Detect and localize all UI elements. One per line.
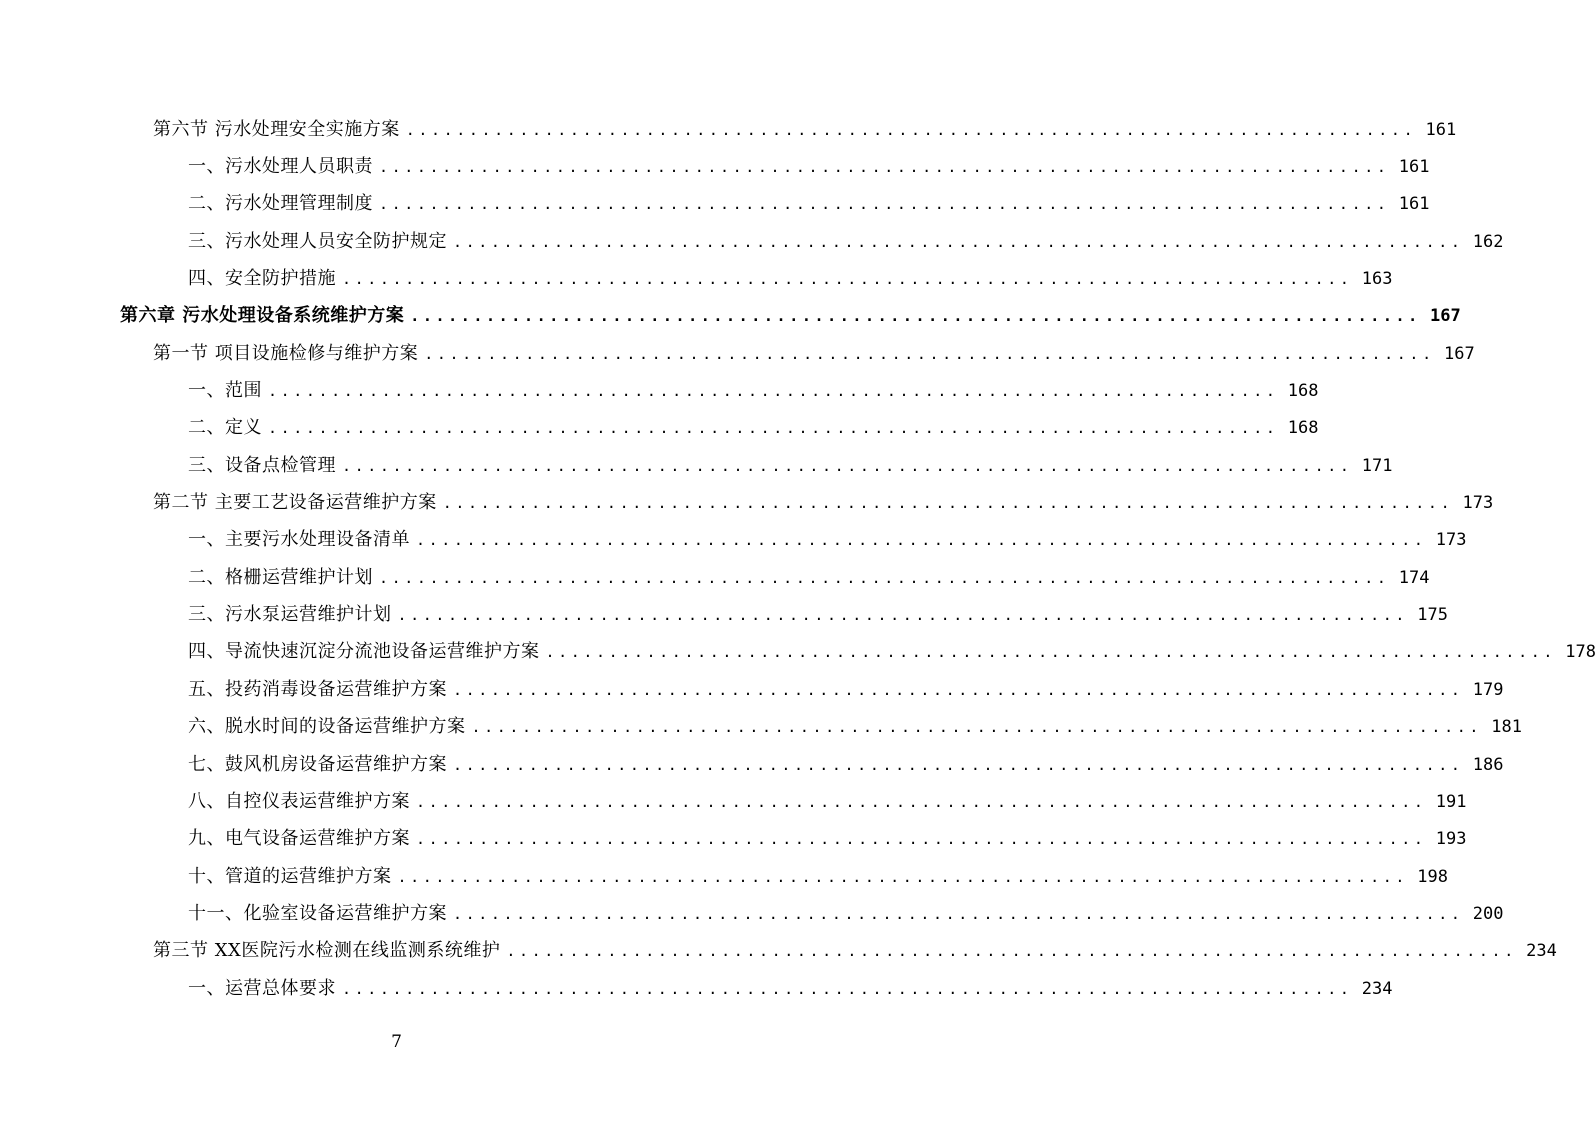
toc-entry-label: 九、电气设备运营维护方案 (188, 828, 410, 849)
toc-entry-page: 173 (1462, 493, 1494, 513)
toc-entry-page: 167 (1443, 344, 1475, 364)
dot-leader: ................................................................................ (405, 121, 1417, 139)
dot-leader: ................................................................................ (379, 569, 1390, 587)
toc-entry-page: 191 (1435, 792, 1467, 812)
toc-entry[interactable] (188, 564, 1430, 592)
dot-leader: ................................................................................ (268, 419, 1279, 437)
toc-entry[interactable] (188, 900, 1504, 928)
toc-chapter-entry[interactable] (120, 302, 1461, 330)
dot-leader: ................................................................................ (453, 756, 1464, 774)
dot-leader: ................................................................................ (442, 494, 1454, 512)
dot-leader: ................................................................................ (342, 457, 1353, 475)
toc-entry-label: 七、鼓风机房设备运营维护方案 (188, 754, 447, 775)
toc-entry[interactable] (188, 825, 1467, 853)
dot-leader: ................................................................................ (471, 718, 1482, 736)
toc-entry[interactable] (153, 340, 1475, 368)
toc-entry-page: 193 (1435, 829, 1467, 849)
toc-entry[interactable] (188, 638, 1596, 666)
toc-entry[interactable] (188, 713, 1522, 741)
toc-entry-page: 198 (1417, 867, 1448, 887)
toc-entry-label: 四、安全防护措施 (188, 268, 336, 289)
toc-entry-label: 六、脱水时间的设备运营维护方案 (188, 716, 466, 737)
toc-entry-label: 一、运营总体要求 (188, 978, 336, 999)
toc-entry-label: 十、管道的运营维护方案 (188, 866, 392, 887)
dot-leader: ................................................................................ (424, 345, 1435, 363)
toc-entry-label: 二、格栅运营维护计划 (188, 567, 373, 588)
toc-entry-label: 第一节 项目设施检修与维护方案 (153, 343, 419, 364)
toc-entry-label: 第三节 XX医院污水检测在线监测系统维护 (153, 940, 501, 961)
dot-leader: ................................................................................ (453, 681, 1464, 699)
toc-entry[interactable] (188, 788, 1467, 816)
toc-entry[interactable] (188, 975, 1393, 1003)
toc-entry[interactable] (153, 116, 1457, 144)
dot-leader: ................................................................................ (410, 307, 1421, 325)
toc-entry-label: 三、污水处理人员安全防护规定 (188, 231, 447, 252)
toc-entry-label: 二、污水处理管理制度 (188, 193, 373, 214)
toc-entry-label: 第二节 主要工艺设备运营维护方案 (153, 492, 437, 513)
toc-entry-label: 三、设备点检管理 (188, 455, 336, 476)
toc-entry-label: 五、投药消毒设备运营维护方案 (188, 679, 447, 700)
dot-leader: ................................................................................ (268, 382, 1279, 400)
toc-entry-label: 一、污水处理人员职责 (188, 156, 373, 177)
toc-entry-label: 一、主要污水处理设备清单 (188, 529, 410, 550)
toc-entry-page: 179 (1472, 680, 1504, 700)
toc-entry-page: 200 (1472, 904, 1504, 924)
toc-entry-page: 186 (1472, 755, 1504, 775)
toc-entry-page: 161 (1425, 120, 1457, 140)
dot-leader: ................................................................................ (416, 793, 1427, 811)
toc-entry-page: 171 (1361, 456, 1393, 476)
toc-entry[interactable] (188, 452, 1393, 480)
toc-entry-page: 163 (1361, 269, 1393, 289)
toc-entry-page: 173 (1435, 530, 1467, 550)
toc-entry-page: 174 (1398, 568, 1430, 588)
dot-leader: ................................................................................ (397, 606, 1408, 624)
toc-entry[interactable] (188, 228, 1504, 256)
toc-entry[interactable] (188, 751, 1504, 779)
toc-entry-page: 178 (1565, 642, 1596, 662)
toc-entry-page: 234 (1526, 941, 1557, 961)
dot-leader: ................................................................................ (453, 233, 1464, 251)
toc-entry-label: 一、范围 (188, 380, 262, 401)
toc-entry-page: 161 (1398, 157, 1430, 177)
toc-entry[interactable] (188, 676, 1504, 704)
toc-entry-label: 二、定义 (188, 417, 262, 438)
toc-entry-label: 八、自控仪表运营维护方案 (188, 791, 410, 812)
dot-leader: ................................................................................ (545, 643, 1556, 661)
toc-entry-page: 168 (1287, 418, 1319, 438)
dot-leader: ................................................................................ (453, 905, 1464, 923)
toc-entry-label: 四、导流快速沉淀分流池设备运营维护方案 (188, 641, 540, 662)
toc-entry[interactable] (188, 414, 1319, 442)
toc-entry-page: 168 (1287, 381, 1319, 401)
toc-entry-page: 181 (1491, 717, 1522, 737)
toc-entry[interactable] (188, 190, 1430, 218)
toc-entry-page: 161 (1398, 194, 1430, 214)
dot-leader: ................................................................................ (506, 942, 1517, 960)
toc-entry[interactable] (188, 265, 1393, 293)
toc-entry-page: 167 (1430, 306, 1461, 326)
dot-leader: ................................................................................ (379, 195, 1390, 213)
toc-entry[interactable] (188, 153, 1430, 181)
toc-entry-page: 175 (1417, 605, 1448, 625)
toc-entry-page: 234 (1361, 979, 1393, 999)
page-number: 7 (391, 1032, 402, 1052)
dot-leader: ................................................................................ (397, 868, 1408, 886)
toc-entry[interactable] (188, 601, 1448, 629)
toc-entry[interactable] (153, 937, 1557, 965)
toc-entry-label: 三、污水泵运营维护计划 (188, 604, 392, 625)
toc-entry[interactable] (188, 377, 1319, 405)
toc-entry-page: 162 (1472, 232, 1504, 252)
toc-entry-label: 第六节 污水处理安全实施方案 (153, 119, 400, 140)
dot-leader: ................................................................................ (416, 531, 1427, 549)
toc-entry[interactable] (188, 526, 1467, 554)
dot-leader: ................................................................................ (342, 980, 1353, 998)
toc-entry[interactable] (188, 863, 1448, 891)
dot-leader: ................................................................................ (342, 270, 1353, 288)
dot-leader: ................................................................................ (416, 830, 1427, 848)
dot-leader: ................................................................................ (379, 158, 1390, 176)
toc-entry-label: 第六章 污水处理设备系统维护方案 (120, 305, 405, 326)
toc-entry-label: 十一、化验室设备运营维护方案 (188, 903, 447, 924)
toc-entry[interactable] (153, 489, 1494, 517)
